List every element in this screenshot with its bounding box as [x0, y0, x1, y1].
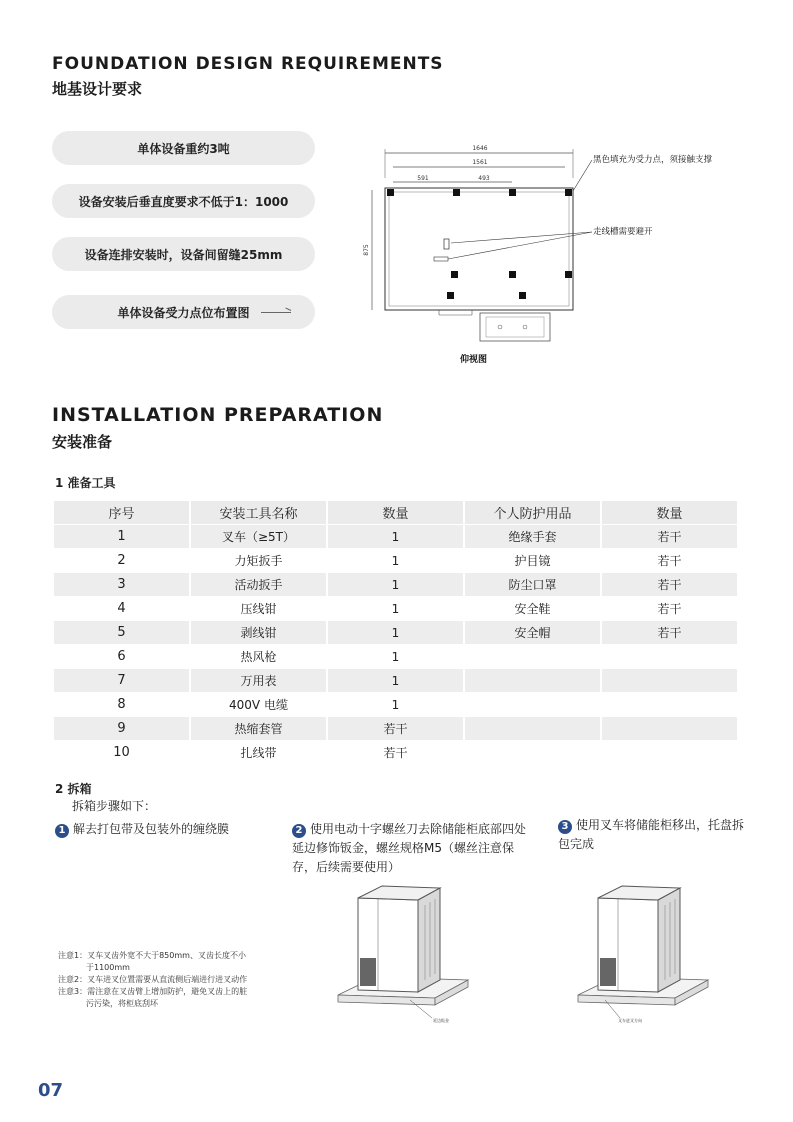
cell-ppe-qty [602, 741, 737, 764]
cell-ppe-qty [602, 693, 737, 716]
table-row [54, 717, 737, 740]
page-number: 07 [38, 1080, 64, 1101]
cell-ppe [465, 645, 600, 668]
cell-ppe [465, 717, 600, 740]
requirement-weight: 单体设备重约3吨 [52, 131, 315, 165]
note-3: 注意3：需注意在叉齿臂上增加防护，避免叉齿上的脏污污染，将柜底刮坏 [58, 987, 248, 1008]
step-2-badge: 2 [292, 824, 306, 838]
cell-ppe: 护目镜 [514, 554, 551, 568]
step-3-badge: 3 [558, 820, 572, 834]
unboxing-subtitle: 拆箱步骤如下： [72, 799, 157, 813]
cell-tool-qty: 1 [391, 553, 400, 568]
cell-index: 6 [117, 649, 126, 664]
cell-tool-name: 400V 电缆 [229, 698, 288, 712]
cell-tool-name: 压线钳 [240, 602, 277, 616]
table-row [54, 549, 737, 572]
dim-inner-label: 1561 [472, 159, 488, 166]
requirement-verticality: 设备安装后垂直度要求不低于1：1000 [52, 184, 315, 218]
cell-tool-name: 热风枪 [240, 650, 277, 664]
force-point-note: 黑色填充为受力点，须接触支撑 [593, 155, 713, 165]
table-row [54, 741, 737, 764]
force-layout-label: 单体设备受力点位布置图 [117, 305, 250, 320]
cell-ppe: 安全帽 [465, 621, 600, 644]
step-2 [292, 820, 526, 877]
table-row [54, 525, 737, 548]
header-tool-name: 安装工具名称 [191, 501, 326, 524]
cell-tool-name: 活动扳手 [191, 573, 326, 596]
cell-ppe: 安全鞋 [514, 602, 551, 616]
cable-slot-note: 走线槽需要避开 [593, 227, 653, 237]
cell-index: 3 [54, 573, 189, 596]
cell-ppe-qty: 若干 [602, 621, 737, 644]
cell-ppe-qty: 若干 [602, 573, 737, 596]
dim-mid-label: 493 [478, 175, 490, 182]
section-prepare-tools: 1 准备工具 [55, 476, 116, 490]
header-ppe-qty: 数量 [602, 501, 737, 524]
step-3-text: 使用叉车将储能柜移出，托盘拆包完成 [558, 818, 745, 851]
cell-tool-name: 扎线带 [240, 746, 277, 760]
foundation-title-en: FOUNDATION DESIGN REQUIREMENTS [52, 54, 444, 74]
bottom-view-caption: 仰视图 [460, 355, 488, 365]
requirement-gap: 设备连排安装时，设备间留缝25mm [52, 237, 315, 271]
table-row [54, 597, 737, 620]
dim-total-label: 1646 [472, 145, 488, 152]
dim-height-label: 875 [363, 244, 370, 256]
cell-index: 2 [117, 553, 126, 568]
cell-tool-qty: 1 [391, 697, 400, 712]
forklift-notes [58, 950, 248, 1010]
installation-title-en: INSTALLATION PREPARATION [52, 404, 384, 426]
cell-tool-name: 热缩套管 [191, 717, 326, 740]
requirement-force-layout [52, 295, 315, 329]
cell-index: 1 [54, 525, 189, 548]
cell-index: 4 [117, 601, 126, 616]
step-3 [558, 816, 748, 854]
step-1-badge: 1 [55, 824, 69, 838]
cell-tool-name: 万用表 [191, 669, 326, 692]
step-1-text: 解去打包带及包装外的缠绕膜 [73, 822, 230, 836]
arrow-right-icon [261, 312, 291, 313]
note-2: 注意2：叉车进叉位置需要从直流侧后端进行进叉动作 [58, 975, 248, 984]
cell-index: 8 [117, 697, 126, 712]
dim-left-label: 591 [417, 175, 429, 182]
cell-ppe-qty [602, 669, 737, 692]
table-row [54, 645, 737, 668]
table-header-row [54, 501, 737, 524]
section-unboxing: 2 拆箱 [55, 782, 92, 796]
header-index: 序号 [54, 501, 189, 524]
cell-index: 9 [54, 717, 189, 740]
cell-tool-qty: 若干 [328, 717, 463, 740]
cell-tool-qty: 1 [391, 649, 400, 664]
header-tool-qty: 数量 [328, 501, 463, 524]
cell-tool-name: 叉车（≥5T） [191, 525, 326, 548]
table-row [54, 669, 737, 692]
step-1 [55, 820, 285, 839]
cabinet-illustration-forklift [570, 880, 730, 1030]
cell-ppe-qty: 若干 [657, 602, 682, 616]
cell-ppe-qty [602, 717, 737, 740]
cell-ppe [465, 669, 600, 692]
cell-tool-name: 剥线钳 [191, 621, 326, 644]
tools-table [52, 500, 739, 765]
cell-index: 10 [113, 745, 130, 760]
note-1: 注意1：叉车叉齿外宽不大于850mm、叉齿长度不小于1100mm [58, 951, 246, 972]
header-ppe: 个人防护用品 [465, 501, 600, 524]
cell-tool-name: 力矩扳手 [234, 554, 283, 568]
cell-tool-qty: 若干 [383, 746, 408, 760]
bottom-view-diagram [360, 138, 740, 368]
cell-tool-qty: 1 [328, 573, 463, 596]
cabinet-illustration-trim-removal [330, 880, 480, 1030]
step-2-text: 使用电动十字螺丝刀去除储能柜底部四处延边修饰钣金，螺丝规格M5（螺丝注意保存，后续需要使用） [292, 822, 527, 874]
table-row [54, 573, 737, 596]
cell-tool-qty: 1 [328, 621, 463, 644]
cell-ppe [465, 693, 600, 716]
cell-index: 5 [54, 621, 189, 644]
cell-ppe: 防尘口罩 [465, 573, 600, 596]
cell-ppe-qty [602, 645, 737, 668]
table-row [54, 621, 737, 644]
foundation-title-cn: 地基设计要求 [52, 80, 143, 98]
table-row [54, 693, 737, 716]
cell-index: 7 [54, 669, 189, 692]
cell-tool-qty: 1 [328, 525, 463, 548]
forklift-callout: 叉车进叉方向 [618, 1018, 642, 1023]
cell-tool-qty: 1 [328, 669, 463, 692]
installation-title-cn: 安装准备 [52, 433, 113, 451]
trim-callout: 延边钣金 [433, 1018, 449, 1023]
cell-ppe: 绝缘手套 [465, 525, 600, 548]
cell-ppe-qty: 若干 [602, 525, 737, 548]
cell-ppe [465, 741, 600, 764]
cell-ppe-qty: 若干 [657, 554, 682, 568]
cell-tool-qty: 1 [391, 601, 400, 616]
